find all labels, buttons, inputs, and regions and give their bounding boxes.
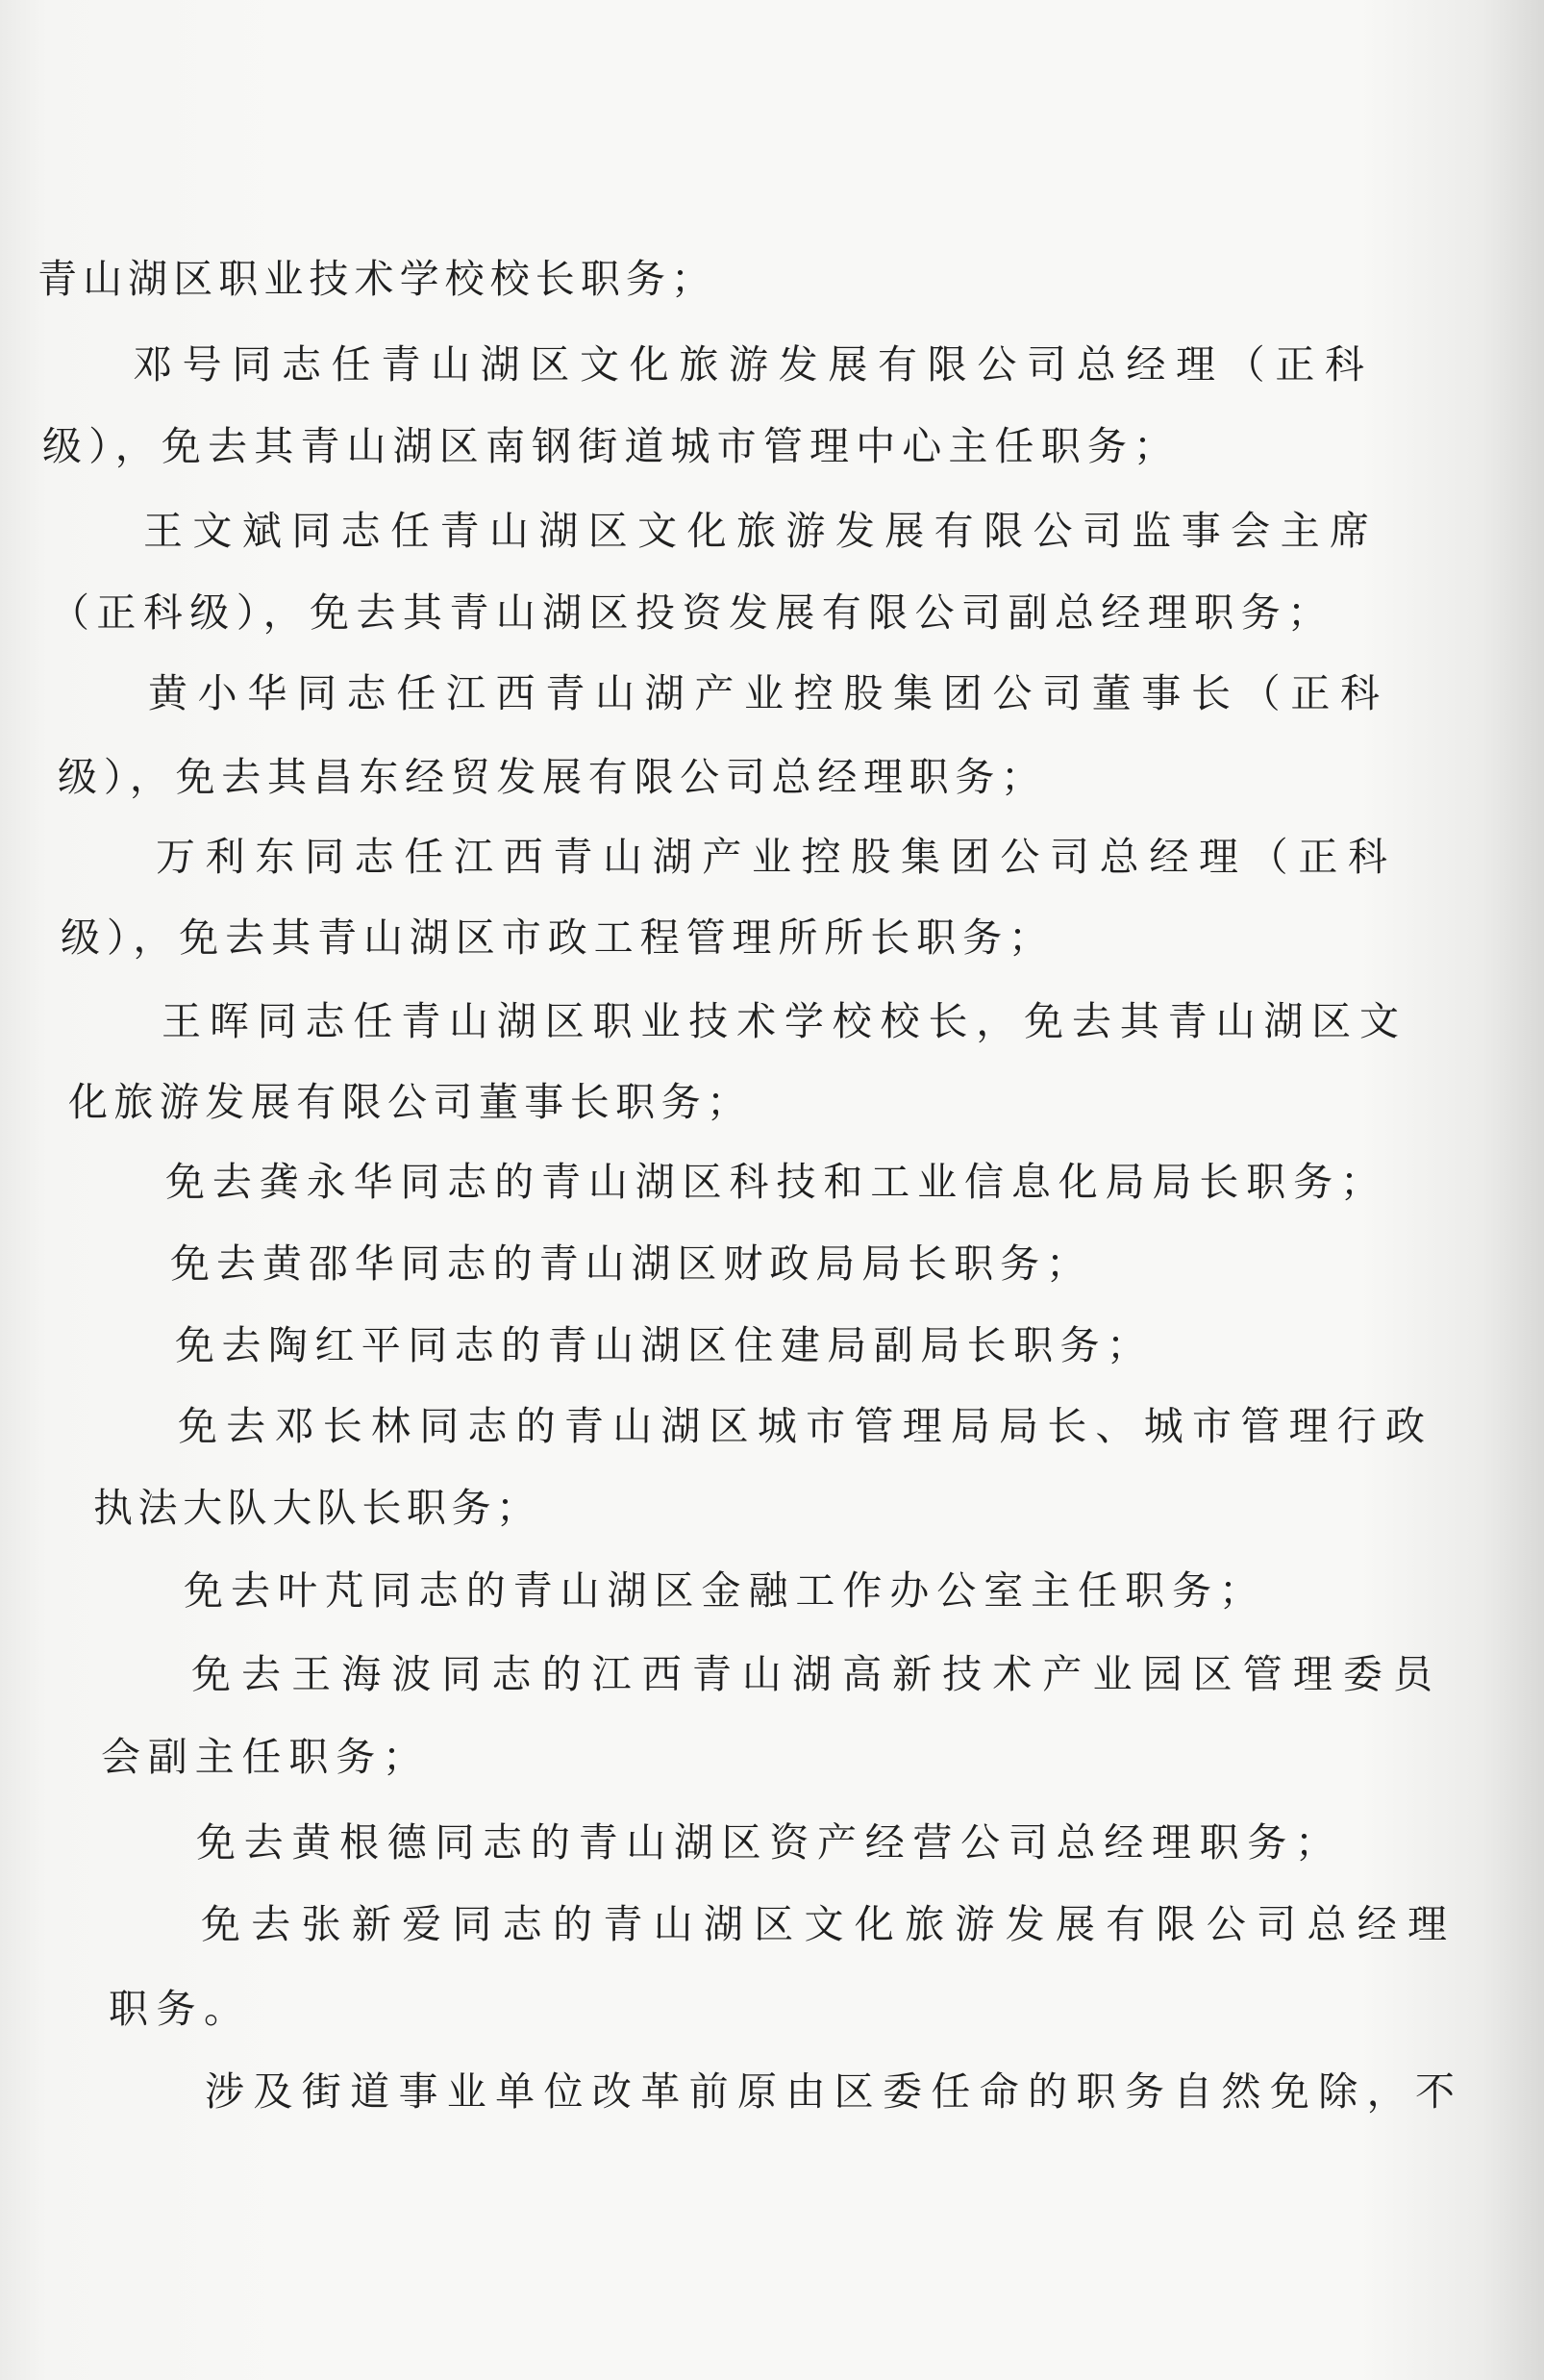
- text-line: 免去邓长林同志的青山湖区城市管理局局长、城市管理行政: [178, 1403, 1425, 1449]
- text-line: 免去张新爱同志的青山湖区文化旅游发展有限公司总经理: [201, 1901, 1447, 1947]
- text-line: 免去黄邵华同志的青山湖区财政局局长职务；: [170, 1240, 1085, 1287]
- text-line: 王文斌同志任青山湖区文化旅游发展有限公司监事会主席: [143, 508, 1369, 554]
- text-line: 免去龚永华同志的青山湖区科技和工业信息化局局长职务；: [165, 1159, 1380, 1205]
- text-line: 会副主任职务；: [101, 1734, 422, 1780]
- text-line: 免去陶红平同志的青山湖区住建局副局长职务；: [175, 1322, 1146, 1368]
- text-line: （正科级），免去其青山湖区投资发展有限公司副总经理职务；: [50, 589, 1327, 636]
- text-line: 青山湖区职业技术学校校长职务；: [37, 256, 710, 302]
- text-line: 万利东同志任江西青山湖产业控股集团公司总经理（正科: [156, 834, 1387, 880]
- text-line: 黄小华同志任江西青山湖产业控股集团公司董事长（正科: [148, 670, 1380, 716]
- text-line: 免去王海波同志的江西青山湖高新技术产业园区管理委员: [191, 1651, 1432, 1697]
- text-line: 涉及街道事业单位改革前原由区委任命的职务自然免除，不: [205, 2068, 1455, 2115]
- text-line: 免去黄根德同志的青山湖区资产经营公司总经理职务；: [196, 1819, 1334, 1866]
- text-line: 王晖同志任青山湖区职业技术学校校长，免去其青山湖区文: [162, 998, 1399, 1044]
- text-line: 免去叶芃同志的青山湖区金融工作办公室主任职务；: [184, 1567, 1258, 1614]
- text-line: 职务。: [109, 1986, 243, 2032]
- text-line: 执法大队大队长职务；: [93, 1485, 535, 1531]
- text-line: 邓号同志任青山湖区文化旅游发展有限公司总经理（正科: [133, 341, 1364, 388]
- text-line: 级），免去其青山湖区市政工程管理所所长职务；: [61, 914, 1048, 961]
- text-line: 级），免去其昌东经贸发展有限公司总经理职务；: [58, 754, 1040, 800]
- text-line: 级），免去其青山湖区南钢街道城市管理中心主任职务；: [42, 423, 1173, 469]
- text-line: 化旅游发展有限公司董事长职务；: [68, 1079, 746, 1125]
